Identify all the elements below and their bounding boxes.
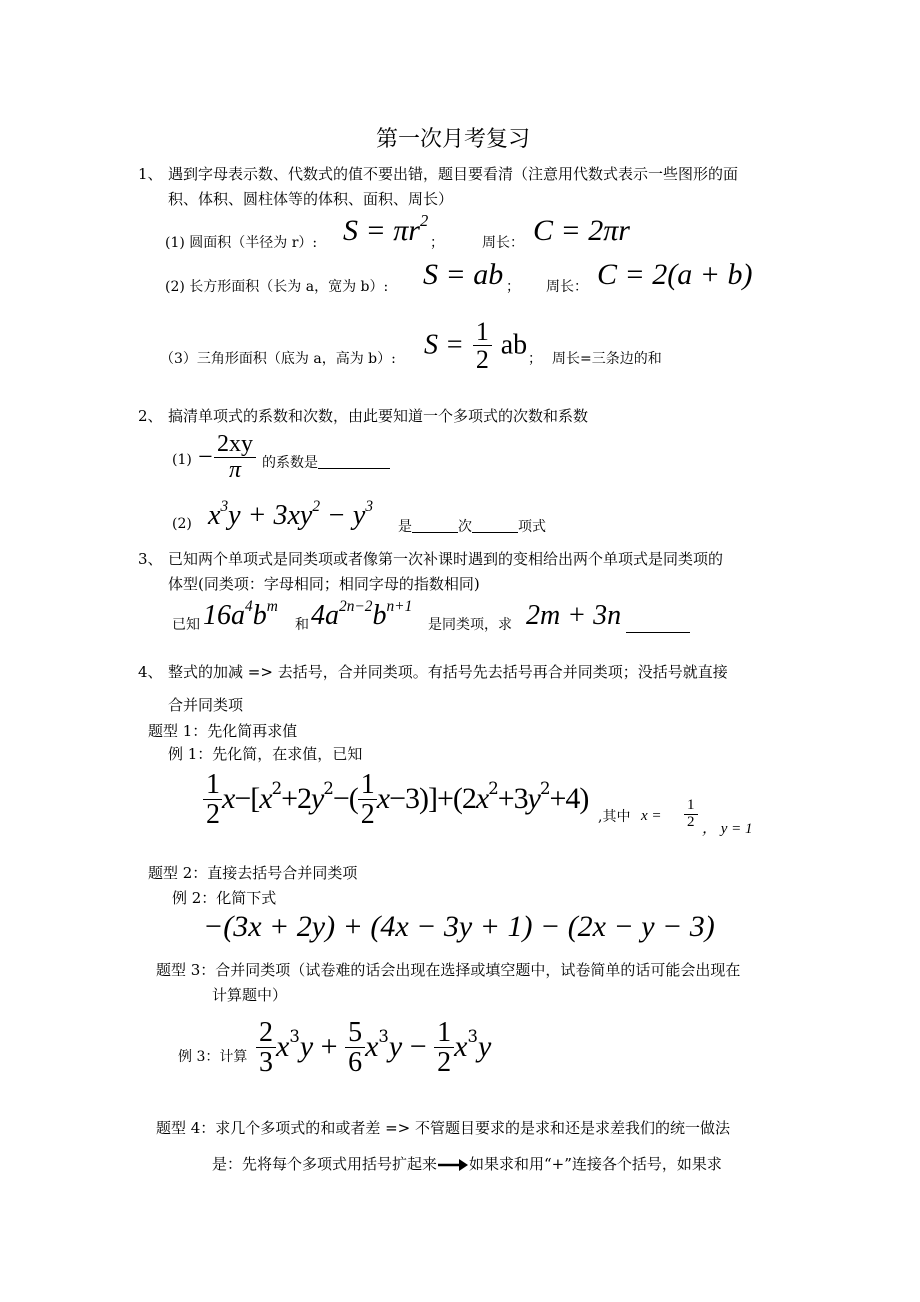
rect-area-label: (2) 长方形面积（长为 a，宽为 b）:	[165, 279, 389, 295]
type-2-heading: 题型 2：直接去括号合并同类项	[148, 864, 358, 882]
q2-degree-blank[interactable]	[412, 518, 458, 533]
example-2-expression: −(3x + 2y) + (4x − 3y + 1) − (2x − y − 3)	[203, 910, 715, 943]
q2-terms-blank[interactable]	[472, 518, 518, 533]
section-4-line1: 整式的加减 => 去括号，合并同类项。有括号先去括号再合并同类项；没括号就直接	[168, 663, 728, 681]
type-4-line2: 是：先将每个多项式用括号扩起来 如果求和用“+”连接各个括号，如果求	[212, 1155, 722, 1173]
circle-separator: ；	[430, 235, 444, 251]
triangle-separator: ；	[528, 351, 542, 367]
example-3-expression: $\frac{2}{3}$ $x^3y$ + $\frac{5}{6}$ $x^3y$ − $\frac{1}{2}$ $x^3y$	[256, 1018, 491, 1078]
section-1-line2: 积、体积、圆柱体等的体积、面积、周长）	[168, 190, 454, 208]
section-1-number: 1、	[138, 165, 163, 183]
example-1-where: ,其中	[598, 809, 631, 825]
type-4-line1: 题型 4：求几个多项式的和或者差 => 不管题目要求的是求和还是求差我们的统一做法	[156, 1119, 731, 1137]
type-1-heading: 题型 1：先化简再求值	[148, 722, 298, 740]
circle-perimeter-label: 周长：	[482, 235, 524, 251]
s3-known: 已知	[172, 617, 200, 633]
section-2-text: 搞清单项式的系数和次数，由此要知道一个多项式的次数和系数	[168, 407, 589, 425]
example-1-x-fraction: $\frac{1}{2}$	[684, 798, 698, 831]
example-2-intro: 例 2：化简下式	[172, 889, 277, 907]
q2-label: (2)	[172, 516, 192, 532]
section-1-line1: 遇到字母表示数、代数式的值不要出错，题目要看清（注意用代数式表示一些图形的面	[168, 165, 739, 183]
rect-separator: ；	[506, 279, 520, 295]
section-2-number: 2、	[138, 407, 163, 425]
s3-and: 和	[295, 617, 309, 633]
rect-perimeter-formula: C = 2(a + b)	[597, 258, 753, 291]
rect-perimeter-label: 周长：	[546, 279, 588, 295]
s3-monomial-2: $4a^{2n-2}b^{n+1}$	[311, 597, 413, 631]
example-3-intro: 例 3：计算	[178, 1049, 248, 1065]
example-1-expression: $\frac{1}{2}$ $x-[x^2+2y^2-$( $\frac{1}{2}$ $x-3)]+(2x^2+3y^2+4)$	[203, 770, 588, 830]
q2-polynomial: $x^3y + 3xy^2 - y^3$	[208, 497, 374, 531]
triangle-area-formula: S = $\frac{1}{2}$ ab	[424, 317, 528, 375]
long-arrow-icon	[437, 1157, 469, 1173]
circle-area-formula: $S = \pi r^2$	[343, 210, 429, 247]
section-4-line2: 合并同类项	[168, 696, 244, 714]
q1-label: (1)	[172, 452, 192, 468]
q1-minus: −	[198, 442, 213, 471]
section-3-number: 3、	[138, 550, 163, 568]
section-3-line1: 已知两个单项式是同类项或者像第一次补课时遇到的变相给出两个单项式是同类项的	[168, 550, 724, 568]
circle-area-label: (1) 圆面积（半径为 r）:	[165, 235, 318, 251]
s3-answer-blank[interactable]	[626, 616, 690, 635]
q2-text: 是 次 项式	[398, 519, 546, 535]
q1-text: 的系数是	[262, 452, 390, 472]
example-1-intro: 例 1：先化简，在求值，已知	[168, 745, 363, 763]
page-title: 第一次月考复习	[376, 127, 531, 152]
triangle-area-label: （3）三角形面积（底为 a，高为 b）:	[160, 351, 396, 367]
type-3-line1: 题型 3：合并同类项（试卷难的话会出现在选择或填空题中，试卷简单的话可能会出现在	[156, 961, 741, 979]
example-1-x-value: x =	[641, 808, 662, 824]
section-3-line2: 体型(同类项：字母相同；相同字母的指数相同)	[168, 575, 480, 593]
s3-target: 2m + 3n	[526, 600, 622, 631]
q1-answer-blank[interactable]	[318, 454, 390, 469]
rect-area-formula: S = ab	[423, 258, 504, 291]
implies-arrow: =>	[247, 663, 273, 681]
section-4-number: 4、	[138, 663, 163, 681]
s3-tail: 是同类项，求	[428, 617, 512, 633]
triangle-perimeter: 周长=三条边的和	[552, 351, 662, 367]
s3-monomial-1: $16a^4b^m$	[203, 597, 278, 631]
q1-fraction: $\frac{2xy}{\pi}$	[214, 432, 256, 483]
example-1-y-value: ， y = 1	[702, 821, 753, 837]
type-3-line2: 计算题中）	[212, 986, 288, 1004]
circle-perimeter-formula: C = 2πr	[533, 214, 630, 247]
